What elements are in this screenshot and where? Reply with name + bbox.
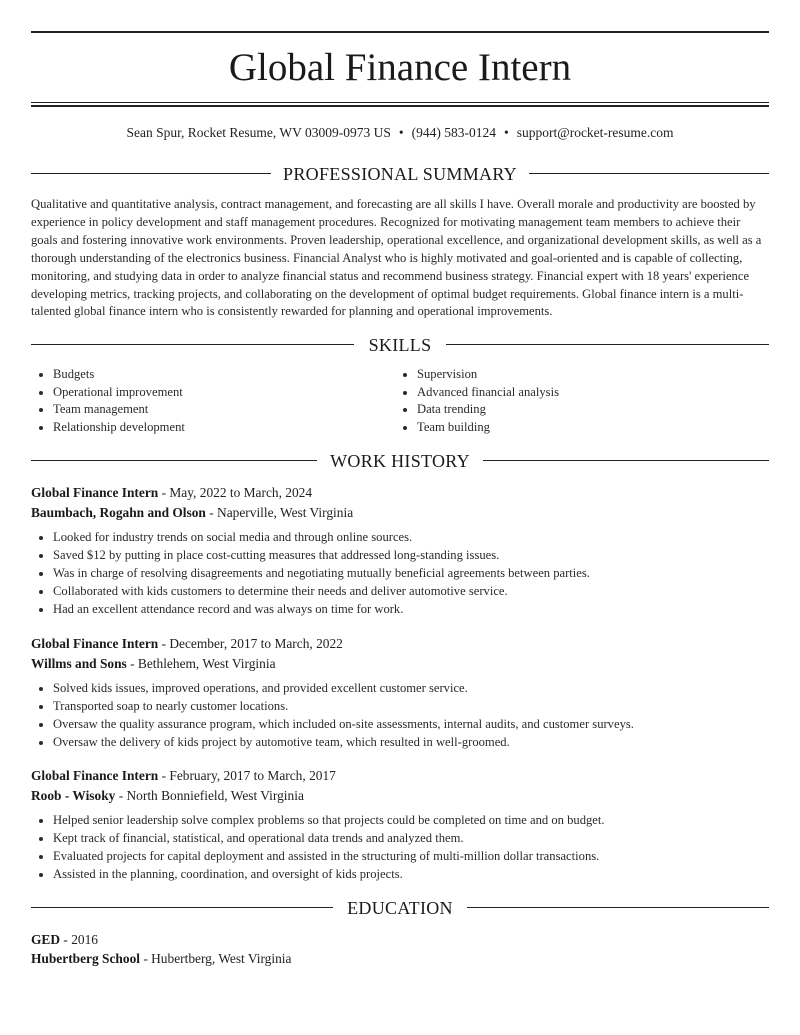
summary-heading: [31, 162, 769, 186]
job-title: Global Finance Intern: [31, 768, 159, 783]
skills-column-right: [395, 366, 559, 437]
job-title-line: [31, 483, 769, 502]
job-company-line: [31, 786, 769, 805]
education-degree-line: [31, 930, 769, 949]
dash: -: [115, 788, 127, 803]
skill-item: • Relationship development: [53, 419, 185, 437]
education-school-line: [31, 949, 769, 968]
job-bullet: • Collaborated with kids customers to determine their needs and deliver automotive service.: [53, 583, 769, 601]
job-entry: [31, 634, 769, 752]
job-company: Willms and Sons: [31, 656, 127, 671]
skill-item: • Budgets: [53, 366, 185, 384]
summary-text: Qualitative and quantitative analysis, contract management, and forecasting are all skills I have. Overall morale and productivity are boosted by experience in policy development and staff management procedures. Recognized for motivating management team members to achieve their goals and fostering innovative work environments. Proven leadership, operational excellence, and organizational development skills, as well as a thorough understanding of the electronics business. Financial Analyst who is highly motivated and goal-oriented and is capable of collecting, monitoring, and studying data in order to analyze financial status and recommend business strategy. Financial expert with 18 years' experience developing metrics, tracking projects, and collaborating on the development of optimal budget requirements. Global finance intern is a multi-talented global finance intern who is consistently rewarded for planning and operational improvements.: [31, 197, 762, 319]
top-rule: [31, 31, 769, 33]
job-company-line: [31, 654, 769, 673]
education-year: 2016: [71, 932, 98, 947]
summary-heading-title: PROFESSIONAL SUMMARY: [283, 164, 517, 184]
work-heading-title: WORK HISTORY: [330, 451, 470, 471]
job-location: North Bonniefield, West Virginia: [126, 788, 304, 803]
contact-separator: •: [398, 125, 404, 140]
dash: -: [158, 768, 170, 783]
heading-rule-right: [446, 344, 769, 345]
contact-separator: •: [504, 125, 509, 140]
job-bullet: • Kept track of financial, statistical, and operational data trends and analyzed them.: [53, 830, 769, 848]
job-bullets: [31, 680, 769, 752]
skills-heading: [31, 333, 769, 357]
skill-item: • Team building: [417, 419, 559, 437]
job-location: Naperville, West Virginia: [217, 505, 354, 520]
header-rule: [31, 102, 769, 103]
dash: -: [60, 932, 72, 947]
skills-heading-title: SKILLS: [368, 335, 432, 355]
education-entry: [31, 930, 769, 968]
job-company-line: [31, 503, 769, 522]
job-entry: [31, 483, 769, 619]
skill-item: • Data trending: [417, 401, 559, 419]
job-title: Global Finance Intern: [31, 636, 159, 651]
job-bullets: [31, 529, 769, 619]
contact-phone: (944) 583-0124: [411, 125, 497, 140]
job-dates: December, 2017 to March, 2022: [169, 636, 343, 651]
job-bullets: [31, 812, 769, 884]
education-location: Hubertberg, West Virginia: [151, 951, 292, 966]
education-degree: GED: [31, 932, 61, 947]
job-bullet: • Had an excellent attendance record and was always on time for work.: [53, 601, 769, 619]
job-bullet: • Saved $12 by putting in place cost-cutting measures that addressed long-standing issues.: [53, 547, 769, 565]
job-title: Global Finance Intern: [31, 485, 159, 500]
job-bullet: • Looked for industry trends on social media and through online sources.: [53, 529, 769, 547]
education-school: Hubertberg School: [31, 951, 140, 966]
dash: -: [158, 485, 170, 500]
contact-email: support@rocket-resume.com: [516, 125, 674, 140]
job-company: Baumbach, Rogahn and Olson: [31, 505, 206, 520]
job-bullet: • Evaluated projects for capital deployment and assisted in the structuring of multi-million dollar transactions.: [53, 848, 769, 866]
job-bullet: • Assisted in the planning, coordination, and oversight of kids projects.: [53, 866, 769, 884]
resume-name: Global Finance Intern: [228, 46, 572, 89]
job-dates: May, 2022 to March, 2024: [169, 485, 313, 500]
skill-item: • Team management: [53, 401, 185, 419]
job-company: Roob - Wisoky: [31, 788, 116, 803]
skill-item: • Advanced financial analysis: [417, 384, 559, 402]
job-bullet: • Transported soap to nearly customer locations.: [53, 698, 769, 716]
work-heading: [31, 449, 769, 473]
dash: -: [205, 505, 218, 520]
job-title-line: [31, 766, 769, 785]
skills-column-left: [31, 366, 185, 437]
dash: -: [139, 951, 152, 966]
contact-address: Sean Spur, Rocket Resume, WV 03009-0973 US: [126, 125, 391, 140]
job-bullet: • Oversaw the delivery of kids project by automotive team, which resulted in well-groomed.: [53, 734, 769, 752]
dash: -: [126, 656, 138, 671]
job-location: Bethlehem, West Virginia: [137, 656, 276, 671]
heading-rule-right: [467, 907, 769, 908]
contact-line: [31, 124, 769, 142]
heading-rule-right: [529, 173, 769, 174]
heading-rule-right: [483, 460, 769, 461]
job-dates: February, 2017 to March, 2017: [169, 768, 336, 783]
job-bullet: • Was in charge of resolving disagreements and negotiating mutually beneficial agreements between parties.: [53, 565, 769, 583]
skill-item: • Operational improvement: [53, 384, 185, 402]
education-heading: [31, 896, 769, 920]
job-title-line: [31, 634, 769, 653]
dash: -: [158, 636, 170, 651]
job-bullet: • Helped senior leadership solve complex problems so that projects could be completed on time and on budget.: [53, 812, 769, 830]
job-bullet: • Oversaw the quality assurance program, which included on-site assessments, internal audits, and customer surveys.: [53, 716, 769, 734]
job-entry: [31, 766, 769, 884]
skill-item: • Supervision: [417, 366, 559, 384]
education-heading-title: EDUCATION: [347, 898, 453, 918]
header-rule-thick: [31, 105, 769, 107]
job-bullet: • Solved kids issues, improved operations, and provided excellent customer service.: [53, 680, 769, 698]
